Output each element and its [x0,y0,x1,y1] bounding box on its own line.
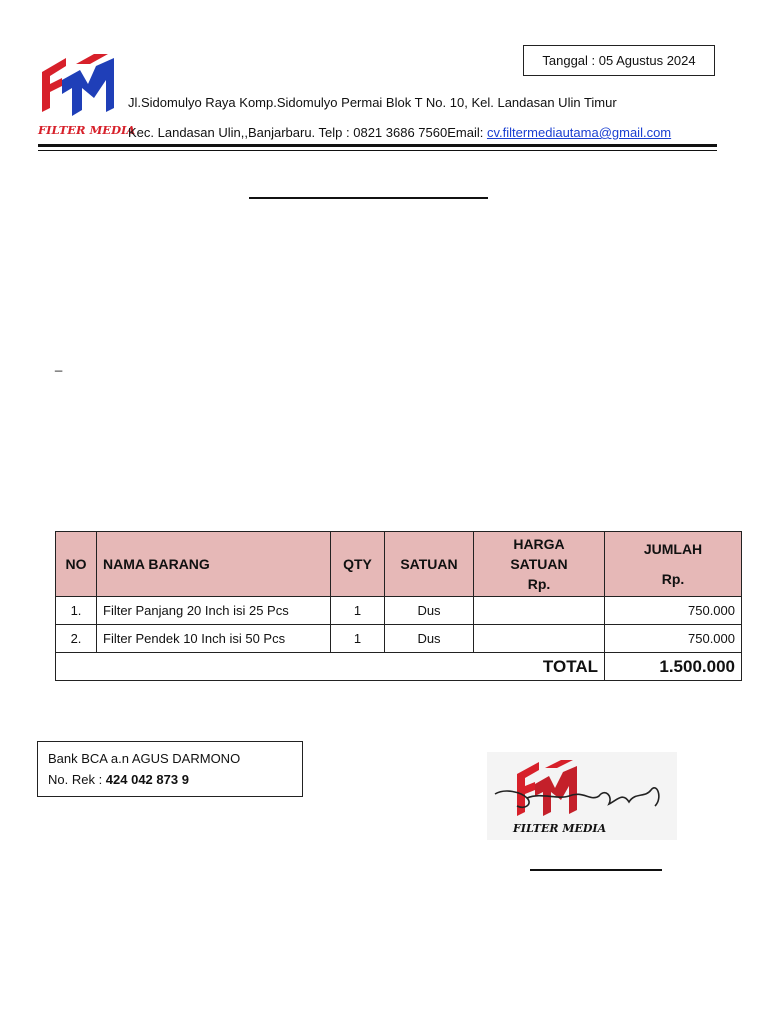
stamp-logo-text: FILTER MEDIA [513,822,607,835]
header-no: NO [56,532,97,597]
header-nama-barang: NAMA BARANG [97,532,331,597]
email-link[interactable]: cv.filtermediautama@gmail.com [486,125,672,140]
address-contact: Kec. Landasan Ulin,,Banjarbaru. Telp : 0821 3686 7560Email: [128,125,487,140]
table-header-row [56,532,742,597]
cell-nama-barang: Filter Panjang 20 Inch isi 25 Pcs [97,597,331,625]
header-harga-line2: SATUAN [510,556,568,572]
fm-logo-icon [36,50,136,140]
address-line-1: Jl.Sidomulyo Raya Komp.Sidomulyo Permai Blok T No. 10, Kel. Landasan Ulin Timur [128,95,617,110]
cell-jumlah: 750.000 [605,625,742,653]
total-label: TOTAL [56,653,605,681]
header-divider-thick [38,144,717,147]
header-harga-satuan [474,532,605,597]
cell-no: 2. [56,625,97,653]
header-harga-line1: HARGA [513,536,565,552]
items-table [55,531,742,681]
date-text: Tanggal : 05 Agustus 2024 [542,53,696,68]
company-stamp [487,752,677,840]
bank-info-box [37,741,303,797]
header-jumlah-line1: JUMLAH [643,541,703,557]
header-qty: QTY [331,532,385,597]
table-row [56,625,742,653]
header-jumlah [605,532,742,597]
address-line-2 [128,125,671,140]
header-jumlah-line2: Rp. [661,571,685,587]
placeholder-dash: _ [55,357,63,372]
bank-name: Bank BCA a.n AGUS DARMONO [48,751,241,766]
cell-harga [474,597,605,625]
cell-satuan: Dus [385,625,474,653]
cell-no: 1. [56,597,97,625]
bank-account [48,769,302,790]
cell-qty: 1 [331,597,385,625]
table-row [56,597,742,625]
company-logo [36,50,136,140]
cell-nama-barang: Filter Pendek 10 Inch isi 50 Pcs [97,625,331,653]
account-label: No. Rek : [48,772,106,787]
logo-text: FILTER MEDIA [38,123,136,137]
cell-jumlah: 750.000 [605,597,742,625]
signature-line [530,869,662,871]
cell-satuan: Dus [385,597,474,625]
date-box [523,45,715,76]
header-harga-line3: Rp. [527,576,551,592]
total-row [56,653,742,681]
header-satuan: SATUAN [385,532,474,597]
title-underline [249,197,488,199]
stamp-signature-icon [487,752,677,840]
cell-harga [474,625,605,653]
cell-qty: 1 [331,625,385,653]
header-divider-thin [38,150,717,151]
total-value: 1.500.000 [605,653,742,681]
account-number: 424 042 873 9 [105,772,189,787]
